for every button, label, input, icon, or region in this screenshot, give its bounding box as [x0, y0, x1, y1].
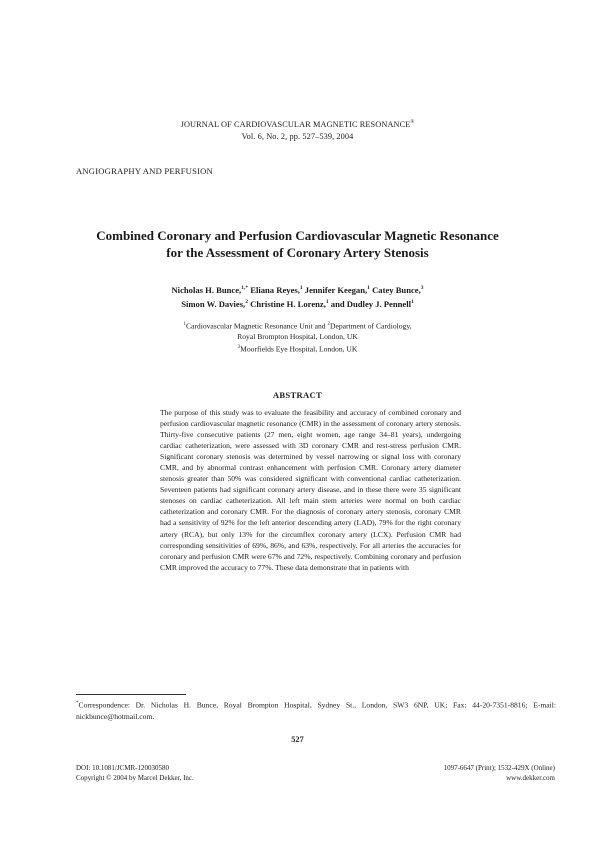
page-number: 527: [291, 735, 304, 744]
affiliation-text: Department of Cardiology,: [329, 321, 412, 331]
copyright-text: Copyright © 2004 by Marcel Dekker, Inc.: [76, 774, 194, 782]
affiliation-text: Moorfields Eye Hospital, London, UK: [240, 344, 358, 354]
footer-left: [76, 763, 194, 783]
affiliation-text: Cardiovascular Magnetic Resonance Unit and: [185, 321, 326, 331]
author-name: and Dudley J. Pennell: [330, 299, 412, 310]
registered-mark: ®: [410, 120, 415, 125]
author-affiliation-mark: 1: [299, 285, 303, 291]
author-name: Catey Bunce,: [372, 284, 421, 295]
author-line-2: [60, 296, 535, 310]
footer-right: [444, 763, 555, 783]
footnote-divider: [76, 694, 186, 695]
abstract-body: The purpose of this study was to evaluate the feasibility and accuracy of combined coronary and perfusion cardiovascular magnetic resonance (CMR) in the assessment of coronary artery stenosis. Thirty-five consecutive patients (27 men, eight women, age range 34–81 years), undergoing cardiac catheterization, were assessed with 3D coronary CMR and rest-stress perfusion CMR. Significant coronary stenosis was determined by vessel narrowing or signal loss with coronary CMR, and by abnormal contrast enhancement with perfusion CMR. Coronary artery diameter stenosis greater than 50% was considered significant with conventional cardiac catheterization. Seventeen patients had significant coronary artery disease, and in these there were 35 significant stenoses on cardiac catheterization. All left main stem arteries were normal on both cardiac catheterization and coronary CMR. For the diagnosis of coronary artery stenosis, coronary CMR had a sensitivity of 92% for the left anterior descending artery (LAD), 79% for the right coronary artery (RCA), but only 13% for the circumflex coronary artery (LCX). Perfusion CMR had corresponding sensitivities of 69%, 86%, and 63%, respectively. For all arteries the accuracies for coronary and perfusion CMR were 67% and 72%, respectively. Combining coronary and perfusion CMR improved the accuracy to 77%. These data demonstrate that in patients with: [160, 408, 461, 572]
affiliation-line-3: [60, 343, 535, 355]
journal-header: [0, 117, 595, 143]
author-affiliation-mark: 2: [245, 299, 248, 306]
correspondence-footnote: [76, 698, 556, 723]
journal-name-line: [0, 117, 595, 131]
author-affiliation-mark: 1: [367, 285, 370, 291]
author-affiliation-mark: 1,*: [241, 285, 249, 291]
author-name: Eliana Reyes,: [250, 284, 300, 295]
affiliation-line-2: Royal Brompton Hospital, London, UK: [237, 332, 358, 342]
article-title: [50, 228, 545, 261]
affiliation-mark: 1: [183, 322, 186, 327]
abstract-heading: ABSTRACT: [272, 390, 323, 400]
author-affiliation-mark: 1: [325, 299, 329, 306]
title-line-2: for the Assessment of Coronary Artery Stenosis: [166, 244, 429, 260]
issue-info: Vol. 6, No. 2, pp. 527–539, 2004: [241, 131, 354, 141]
issn-text: 1097-6647 (Print); 1532-429X (Online): [443, 764, 555, 772]
section-label: ANGIOGRAPHY AND PERFUSION: [76, 166, 213, 176]
author-list: [60, 282, 535, 311]
affiliation-mark: 2: [327, 322, 330, 327]
footnote-mark: *: [76, 701, 79, 706]
affiliation-line-1: [60, 320, 535, 332]
doi-text: DOI: 10.1081/JCMR-120030580: [76, 764, 169, 772]
footnote-text: Correspondence: Dr. Nicholas H. Bunce, Royal Brompton Hospital, Sydney St., London, SW3 6NP, UK; Fax: 44-20-7351-8816; E-mail: nickbunce@hotmail.com.: [76, 700, 556, 722]
author-line-1: [60, 282, 535, 296]
author-affiliation-mark: 1: [411, 299, 414, 306]
affiliation-list: [60, 320, 535, 355]
journal-name: JOURNAL OF CARDIOVASCULAR MAGNETIC RESONANCE: [180, 119, 411, 129]
publisher-website: www.dekker.com: [506, 774, 555, 782]
title-line-1: Combined Coronary and Perfusion Cardiovascular Magnetic Resonance: [96, 228, 499, 243]
author-name: Jennifer Keegan,: [304, 284, 368, 295]
author-affiliation-mark: 3: [420, 285, 424, 291]
affiliation-mark: 3: [237, 344, 241, 350]
author-name: Nicholas H. Bunce,: [171, 284, 242, 295]
author-name: Simon W. Davies,: [181, 299, 246, 310]
author-name: Christine H. Lorenz,: [250, 299, 326, 310]
